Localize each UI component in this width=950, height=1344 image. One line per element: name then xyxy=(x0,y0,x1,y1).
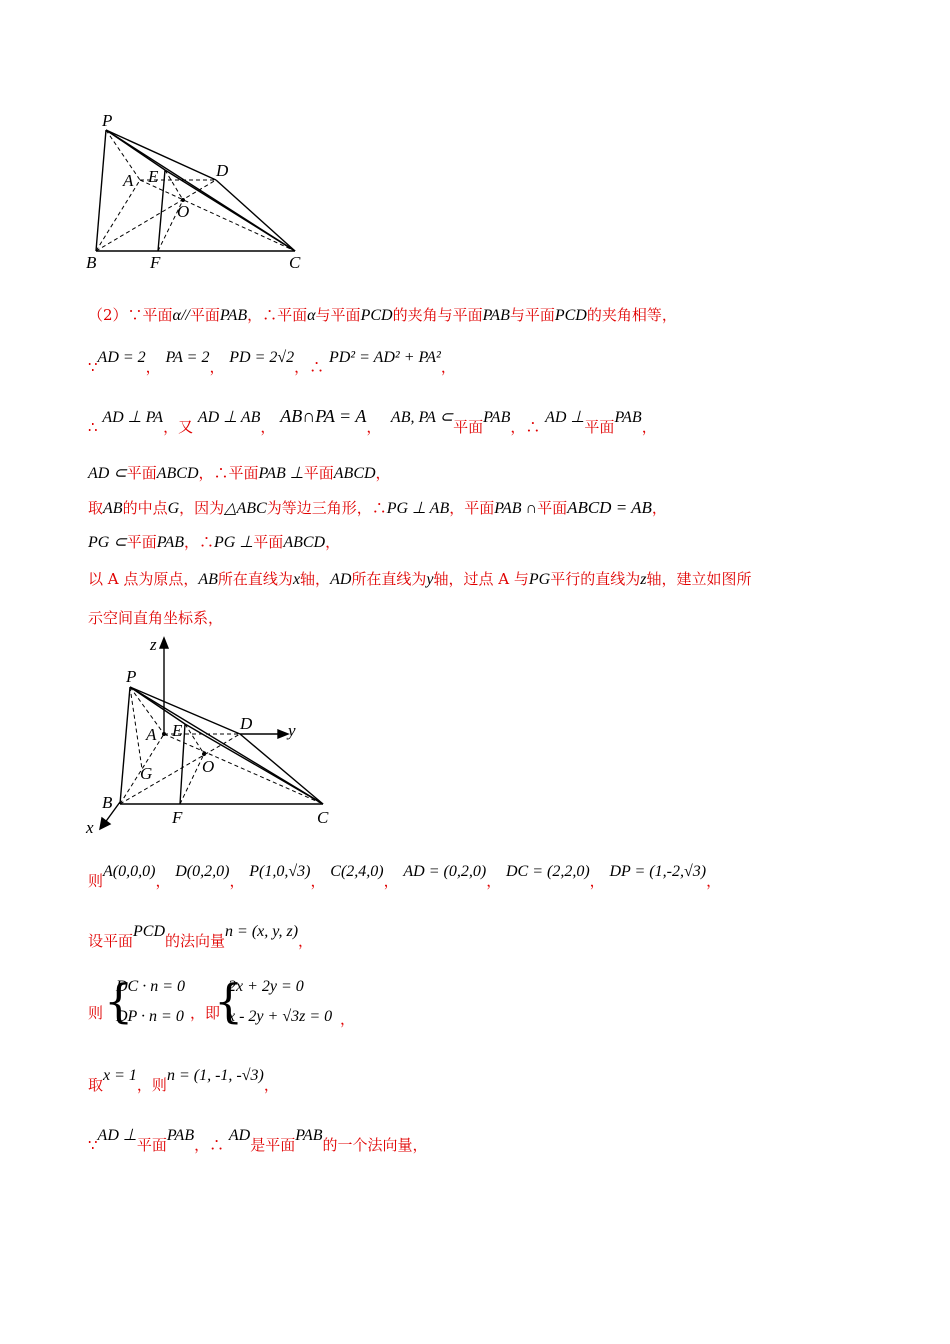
solution-line-10: 设平面PCD的法向量n = (x, y, z)， xyxy=(88,923,314,950)
solution-line-2: ∵AD = 2， PA = 2， PD = 2√2，∴ PD² = AD² + PA²， xyxy=(88,349,456,376)
label-A: A xyxy=(123,171,134,190)
axis-label-x: x xyxy=(86,818,94,837)
label-C: C xyxy=(317,808,329,827)
label-D: D xyxy=(240,714,253,733)
solution-line-12: 取x = 1，则n = (1, -1, -√3)， xyxy=(88,1067,279,1094)
solution-line-9: 则A(0,0,0)， D(0,2,0)， P(1,0,√3)， C(2,4,0)， AD = (0,2,0)， DC = (2,2,0)， DP = (1,-2,√3)， xyxy=(88,863,722,890)
label-F: F xyxy=(172,808,183,827)
axis-label-y: y xyxy=(288,721,296,740)
solution-line-3: ∴ AD ⊥ PA，又 AD ⊥ AB， AB∩PA = A， AB, PA ⊂平面PAB，∴ AD ⊥平面PAB， xyxy=(88,406,657,436)
label-O: O xyxy=(202,757,215,776)
solution-line-1: （2）∵平面α//平面PAB，∴平面α与平面PCD的夹角与平面PAB与平面PCD的夹角相等， xyxy=(88,306,677,324)
label-P: P xyxy=(126,667,137,686)
label-D: D xyxy=(216,161,229,180)
label-F: F xyxy=(150,253,161,272)
solution-line-13: ∵AD ⊥平面PAB，∴ AD是平面PAB的一个法向量， xyxy=(88,1127,428,1154)
label-O: O xyxy=(177,202,190,221)
label-P: P xyxy=(102,111,113,130)
label-G: G xyxy=(140,764,153,783)
axis-label-z: z xyxy=(150,635,157,654)
left-brace: { xyxy=(104,974,134,1028)
solution-line-8: 示空间直角坐标系， xyxy=(88,609,224,627)
left-brace-2: { xyxy=(214,974,244,1028)
label-E: E xyxy=(148,167,159,186)
solution-line-4: AD ⊂平面ABCD，∴平面PAB ⊥平面ABCD， xyxy=(88,464,391,482)
label-B: B xyxy=(102,793,113,812)
pyramid-figure-1-svg xyxy=(80,108,320,278)
coordinate-figure-2-svg xyxy=(80,632,350,840)
label-A: A xyxy=(146,725,157,744)
pyramid-figure-1 xyxy=(80,108,320,278)
coordinate-figure-2 xyxy=(80,632,350,840)
solution-line-7: 以 A 点为原点，AB所在直线为x轴，AD所在直线为y轴，过点 A 与PG平行的直线为z轴，建立如图所 xyxy=(88,570,752,588)
label-E: E xyxy=(172,721,183,740)
solution-line-6: PG ⊂平面PAB，∴PG ⊥平面ABCD， xyxy=(88,533,341,551)
solution-line-5: 取AB的中点G，因为△ABC为等边三角形，∴PG ⊥ AB，平面PAB ∩平面ABCD = AB， xyxy=(88,498,667,517)
label-C: C xyxy=(289,253,301,272)
label-B: B xyxy=(86,253,97,272)
